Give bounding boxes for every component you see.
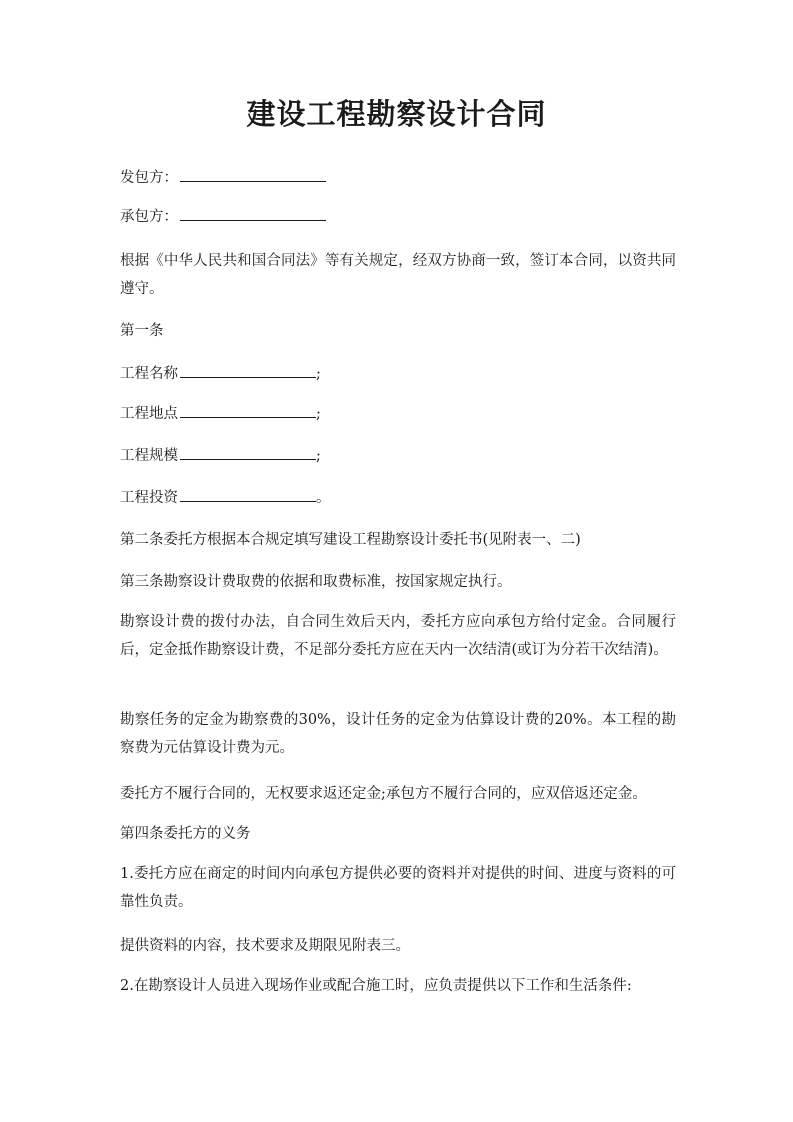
article3-paragraph: 第三条勘察设计费取费的依据和取费标准，按国家规定执行。 bbox=[120, 574, 512, 590]
document-title: 建设工程勘察设计合同 bbox=[246, 97, 547, 131]
employer-line bbox=[120, 164, 676, 192]
punctuation: ; bbox=[316, 406, 321, 422]
contractor-blank bbox=[180, 206, 326, 221]
project-location-label: 工程地点 bbox=[120, 406, 178, 422]
project-investment-blank bbox=[180, 487, 316, 502]
item2-paragraph: 2.在勘察设计人员进入现场作业或配合施工时，应负责提供以下工作和生活条件: bbox=[120, 978, 632, 994]
punctuation: 。 bbox=[316, 490, 331, 506]
contractor-line bbox=[120, 203, 676, 231]
contractor-label: 承包方： bbox=[120, 209, 178, 225]
employer-blank bbox=[180, 167, 326, 182]
article1-heading: 第一条 bbox=[120, 323, 164, 339]
project-scale-line bbox=[120, 442, 676, 470]
article4-heading: 第四条委托方的义务 bbox=[120, 826, 251, 842]
item1-sub-paragraph: 提供资料的内容，技术要求及期限见附表三。 bbox=[120, 938, 410, 954]
project-scale-blank bbox=[180, 445, 316, 460]
project-scale-label: 工程规模 bbox=[120, 448, 178, 464]
item1-paragraph: 1.委托方应在商定的时间内向承包方提供必要的资料并对提供的时间、进度与资料的可靠性负责。 bbox=[120, 866, 676, 910]
breach-paragraph: 委托方不履行合同的，无权要求返还定金;承包方不履行合同的，应双倍返还定金。 bbox=[120, 786, 647, 802]
project-name-line bbox=[120, 360, 676, 388]
employer-label: 发包方： bbox=[120, 170, 178, 186]
intro-paragraph: 根据《中华人民共和国合同法》等有关规定，经双方协商一致，签订本合同，以资共同遵守。 bbox=[120, 253, 676, 297]
punctuation: ; bbox=[316, 448, 321, 464]
project-investment-line bbox=[120, 484, 676, 512]
project-location-line bbox=[120, 400, 676, 428]
article2-paragraph: 第二条委托方根据本合规定填写建设工程勘察设计委托书(见附表一、二) bbox=[120, 532, 581, 548]
project-investment-label: 工程投资 bbox=[120, 490, 178, 506]
punctuation: ; bbox=[316, 366, 321, 382]
project-name-label: 工程名称 bbox=[120, 366, 178, 382]
project-location-blank bbox=[180, 403, 316, 418]
payment-paragraph: 勘察设计费的拨付办法，自合同生效后天内，委托方应向承包方给付定金。合同履行后，定金抵作勘察设计费，不足部分委托方应在天内一次结清(或订为分若干次结清)。 bbox=[120, 614, 676, 658]
deposit-paragraph: 勘察任务的定金为勘察费的30%，设计任务的定金为估算设计费的20%。本工程的勘察费为元估算设计费为元。 bbox=[120, 712, 676, 756]
project-name-blank bbox=[180, 363, 316, 378]
